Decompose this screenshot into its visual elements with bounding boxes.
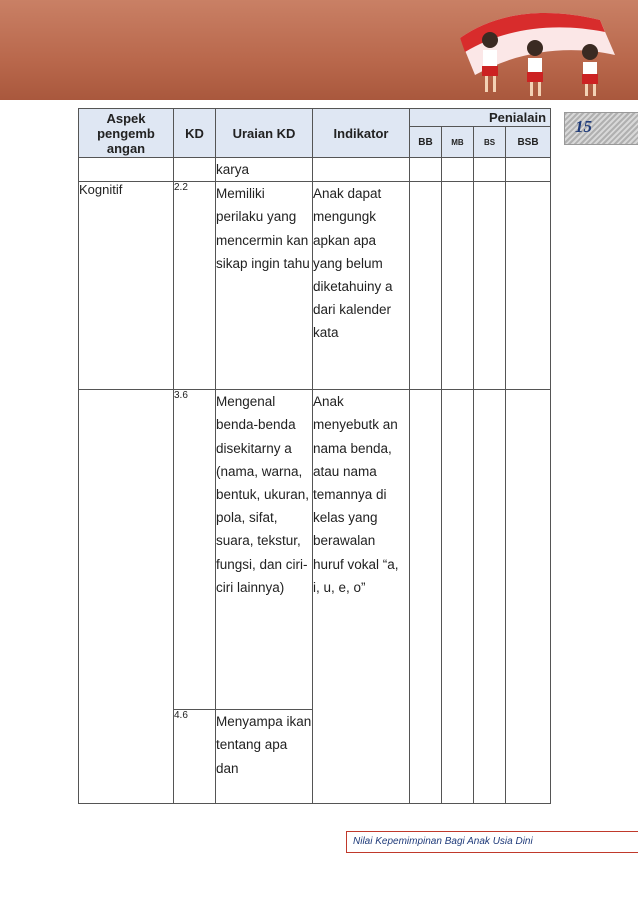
assessment-table (78, 108, 551, 804)
cell-indikator (313, 158, 410, 182)
header-mb: MB (442, 127, 474, 158)
header-kd: KD (174, 109, 216, 158)
cell-uraian: Mengenal benda-benda disekitarny a (nama, warna, bentuk, ukuran, pola, sifat, suara, tekstur, fungsi, dan ciri-ciri lainnya) (216, 390, 313, 710)
cell-aspek (79, 390, 174, 804)
cell-indikator: Anak menyebutk an nama benda, atau nama temannya di kelas yang berawalan huruf vokal “a, i, u, e, o” (313, 390, 410, 804)
header-row (79, 109, 551, 127)
cell-kd (174, 158, 216, 182)
header-banner (0, 0, 638, 100)
cell-uraian: karya (216, 158, 313, 182)
footer-text: Nilai Kepemimpinan Bagi Anak Usia Dini (353, 836, 533, 847)
cell-kd: 4.6 (174, 710, 216, 804)
cell-bs (474, 390, 506, 804)
cell-bsb (506, 390, 551, 804)
cell-mb (442, 390, 474, 804)
header-bb: BB (410, 127, 442, 158)
header-aspek: Aspek pengemb angan (79, 109, 174, 158)
children-flag-illustration (440, 0, 638, 100)
cell-bsb (506, 182, 551, 390)
cell-mb (442, 182, 474, 390)
cell-kd: 2.2 (174, 182, 216, 390)
cell-aspek (79, 158, 174, 182)
header-uraian: Uraian KD (216, 109, 313, 158)
cell-bb (410, 390, 442, 804)
table-row (79, 390, 551, 710)
header-penilaian: Penialain (410, 109, 551, 127)
cell-bb (410, 182, 442, 390)
page-number-badge (564, 112, 638, 145)
table-row (79, 182, 551, 390)
cell-aspek: Kognitif (79, 182, 174, 390)
cell-bs (474, 182, 506, 390)
cell-bsb (506, 158, 551, 182)
cell-kd: 3.6 (174, 390, 216, 710)
page-number: 15 (575, 117, 592, 136)
header-indikator: Indikator (313, 109, 410, 158)
header-bs: BS (474, 127, 506, 158)
header-bsb: BSB (506, 127, 551, 158)
cell-mb (442, 158, 474, 182)
cell-uraian: Menyampa ikan tentang apa dan (216, 710, 313, 804)
footer-banner (346, 831, 638, 853)
cell-bb (410, 158, 442, 182)
cell-indikator: Anak dapat mengungk apkan apa yang belum diketahuiny a dari kalender kata (313, 182, 410, 390)
cell-uraian: Memiliki perilaku yang mencermin kan sikap ingin tahu (216, 182, 313, 390)
cell-bs (474, 158, 506, 182)
table-row (79, 158, 551, 182)
